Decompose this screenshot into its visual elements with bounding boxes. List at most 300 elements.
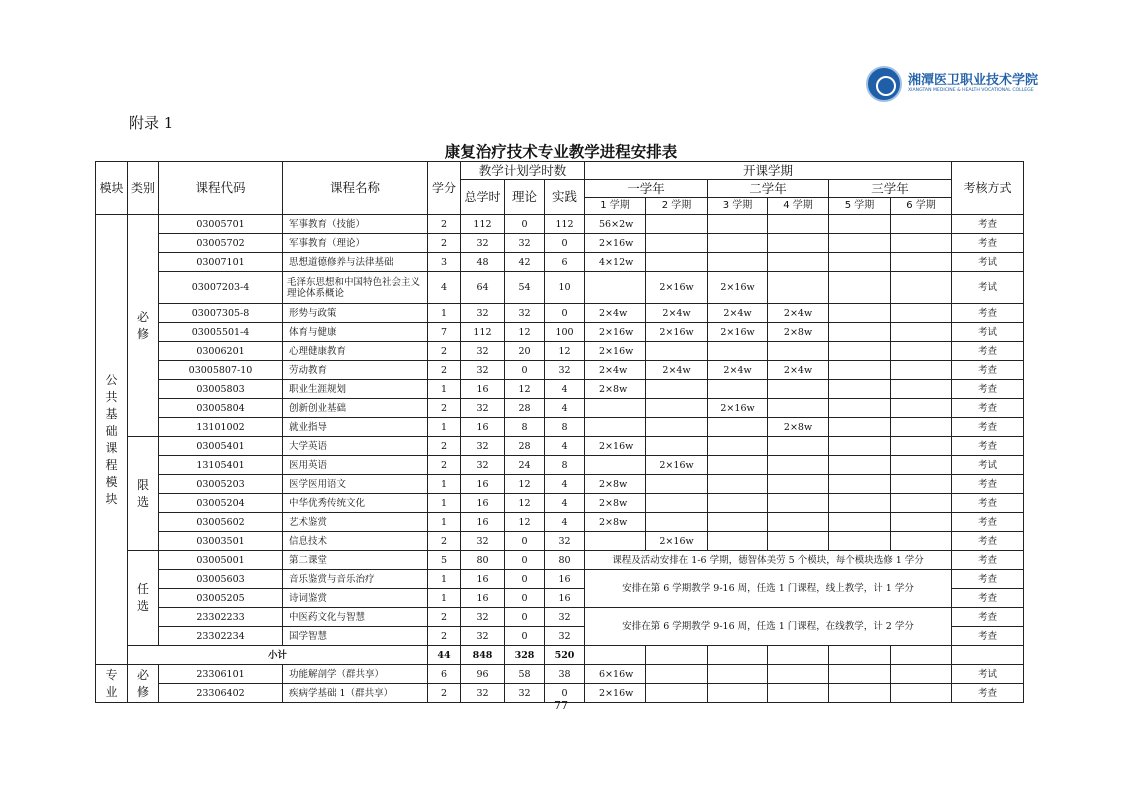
cell-sem2: 2×16w <box>646 456 708 475</box>
cell-assessment: 考查 <box>952 361 1024 380</box>
cell-sem4: 2×4w <box>768 304 829 323</box>
cell-code: 13105401 <box>159 456 283 475</box>
cell-total: 96 <box>461 665 505 684</box>
cell-credits: 1 <box>428 418 461 437</box>
cell-theory: 54 <box>505 272 545 304</box>
cell-credits: 1 <box>428 589 461 608</box>
cell-theory: 58 <box>505 665 545 684</box>
table-row <box>96 665 1024 684</box>
subtotal-label: 小计 <box>128 646 428 665</box>
cell-sem4 <box>768 437 829 456</box>
cell-practice: 4 <box>545 494 585 513</box>
table-row <box>96 380 1024 399</box>
cell-sem3 <box>708 456 768 475</box>
table-row <box>96 323 1024 342</box>
elective-note-online-1-credit: 安排在第 6 学期教学 9-16 周，任选 1 门课程，线上教学，计 1 学分 <box>585 570 952 608</box>
cell-total: 112 <box>461 323 505 342</box>
cell-credits: 6 <box>428 665 461 684</box>
cell-sem2: 2×16w <box>646 323 708 342</box>
cell-sem3 <box>708 418 768 437</box>
cell-name: 毛泽东思想和中国特色社会主义理论体系概论 <box>283 272 428 304</box>
cell-sem5 <box>829 494 891 513</box>
table-row <box>96 215 1024 234</box>
cell-assessment: 考查 <box>952 304 1024 323</box>
cell-sem6 <box>891 399 952 418</box>
cell-assessment: 考查 <box>952 627 1024 646</box>
cell-credits: 2 <box>428 215 461 234</box>
cell-sem4 <box>768 475 829 494</box>
cell-practice: 8 <box>545 418 585 437</box>
cell-sem1: 2×16w <box>585 684 646 703</box>
cell-total: 16 <box>461 494 505 513</box>
header-year-1: 一学年 <box>585 180 708 198</box>
header-semester-3: 3 学期 <box>708 198 768 215</box>
cell-theory: 12 <box>505 323 545 342</box>
cell-credits: 2 <box>428 399 461 418</box>
cell-sem1: 2×16w <box>585 342 646 361</box>
cell-name: 思想道德修养与法律基础 <box>283 253 428 272</box>
cell-name: 国学智慧 <box>283 627 428 646</box>
cell-theory: 32 <box>505 234 545 253</box>
cell-practice: 32 <box>545 627 585 646</box>
cell-assessment <box>952 646 1024 665</box>
cell-credits: 1 <box>428 494 461 513</box>
module-professional: 专业 <box>96 665 128 703</box>
college-emblem-icon <box>866 66 902 102</box>
cell-theory: 42 <box>505 253 545 272</box>
cell-assessment: 考查 <box>952 234 1024 253</box>
cell-sem4 <box>768 272 829 304</box>
cell-code: 03007203-4 <box>159 272 283 304</box>
cell-practice: 0 <box>545 234 585 253</box>
cell-sem6 <box>891 361 952 380</box>
cell-theory: 32 <box>505 304 545 323</box>
cell-sem3: 2×16w <box>708 272 768 304</box>
cell-theory: 0 <box>505 215 545 234</box>
cell-sem5 <box>829 475 891 494</box>
cell-practice: 8 <box>545 456 585 475</box>
cell-code: 03005501-4 <box>159 323 283 342</box>
cell-sem1: 2×8w <box>585 494 646 513</box>
cell-assessment: 考试 <box>952 253 1024 272</box>
cell-sem4 <box>768 253 829 272</box>
cell-credits: 2 <box>428 627 461 646</box>
cell-credits: 1 <box>428 570 461 589</box>
cell-theory: 0 <box>505 627 545 646</box>
cell-sem1: 2×16w <box>585 234 646 253</box>
cell-theory: 24 <box>505 456 545 475</box>
cell-total: 112 <box>461 215 505 234</box>
cell-assessment: 考查 <box>952 551 1024 570</box>
cell-code: 03006201 <box>159 342 283 361</box>
header-semesters: 开课学期 <box>585 162 952 180</box>
cell-code: 03005603 <box>159 570 283 589</box>
cell-sem4 <box>768 646 829 665</box>
cell-credits: 1 <box>428 304 461 323</box>
cell-sem5 <box>829 380 891 399</box>
cell-name: 中医药文化与智慧 <box>283 608 428 627</box>
cell-sem6 <box>891 342 952 361</box>
cell-total: 32 <box>461 437 505 456</box>
cell-theory: 32 <box>505 684 545 703</box>
cell-assessment: 考查 <box>952 513 1024 532</box>
table-row <box>96 342 1024 361</box>
cell-credits: 2 <box>428 608 461 627</box>
cell-practice: 10 <box>545 272 585 304</box>
header-planned-hours: 教学计划学时数 <box>461 162 585 180</box>
cell-sem1 <box>585 456 646 475</box>
cell-sem1: 2×4w <box>585 361 646 380</box>
cell-practice: 12 <box>545 342 585 361</box>
cell-practice: 32 <box>545 361 585 380</box>
cell-sem4 <box>768 234 829 253</box>
cell-sem6 <box>891 323 952 342</box>
cell-sem3 <box>708 437 768 456</box>
cell-sem2: 2×16w <box>646 272 708 304</box>
cell-name: 功能解剖学（群共享） <box>283 665 428 684</box>
cell-sem5 <box>829 215 891 234</box>
cell-code: 03005205 <box>159 589 283 608</box>
cell-name: 医用英语 <box>283 456 428 475</box>
cell-credits: 2 <box>428 532 461 551</box>
cell-total: 32 <box>461 627 505 646</box>
cell-code: 03005702 <box>159 234 283 253</box>
header-semester-2: 2 学期 <box>646 198 708 215</box>
cell-credits: 3 <box>428 253 461 272</box>
cell-sem2 <box>646 646 708 665</box>
cell-code: 03005204 <box>159 494 283 513</box>
table-row <box>96 418 1024 437</box>
cell-sem4 <box>768 494 829 513</box>
cell-assessment: 考查 <box>952 589 1024 608</box>
header-semester-1: 1 学期 <box>585 198 646 215</box>
college-name-en: XIANGTAN MEDICINE & HEALTH VOCATIONAL COLLEGE <box>908 88 1034 93</box>
header-assessment: 考核方式 <box>952 162 1024 215</box>
cell-theory: 12 <box>505 513 545 532</box>
cell-theory: 12 <box>505 475 545 494</box>
cell-sem1: 2×16w <box>585 323 646 342</box>
cell-sem4 <box>768 215 829 234</box>
cell-credits: 1 <box>428 475 461 494</box>
cell-sem1 <box>585 646 646 665</box>
cell-sem4 <box>768 342 829 361</box>
cell-assessment: 考试 <box>952 272 1024 304</box>
cell-name: 劳动教育 <box>283 361 428 380</box>
cell-sem1: 2×4w <box>585 304 646 323</box>
cell-sem6 <box>891 437 952 456</box>
cell-assessment: 考查 <box>952 532 1024 551</box>
header-module: 模块 <box>96 162 128 215</box>
cell-sem5 <box>829 646 891 665</box>
table-row <box>96 570 1024 589</box>
cell-theory: 0 <box>505 570 545 589</box>
cell-theory: 28 <box>505 437 545 456</box>
cell-name: 大学英语 <box>283 437 428 456</box>
table-row <box>96 253 1024 272</box>
subtotal-practice: 520 <box>545 646 585 665</box>
cell-sem6 <box>891 272 952 304</box>
subtotal-credits: 44 <box>428 646 461 665</box>
cell-sem6 <box>891 253 952 272</box>
cell-name: 医学医用语文 <box>283 475 428 494</box>
cell-code: 13101002 <box>159 418 283 437</box>
cell-sem4: 2×8w <box>768 323 829 342</box>
cell-sem1: 2×16w <box>585 437 646 456</box>
category-elective: 任选 <box>128 551 159 646</box>
cell-assessment: 考试 <box>952 323 1024 342</box>
cell-name: 第二课堂 <box>283 551 428 570</box>
cell-total: 48 <box>461 253 505 272</box>
cell-sem3: 2×4w <box>708 304 768 323</box>
cell-sem5 <box>829 437 891 456</box>
cell-practice: 4 <box>545 475 585 494</box>
cell-assessment: 考查 <box>952 475 1024 494</box>
cell-sem5 <box>829 323 891 342</box>
cell-total: 32 <box>461 342 505 361</box>
cell-name: 中华优秀传统文化 <box>283 494 428 513</box>
appendix-label: 附录 1 <box>129 114 174 132</box>
cell-name: 疾病学基础 1（群共享） <box>283 684 428 703</box>
cell-theory: 0 <box>505 589 545 608</box>
category-required: 必修 <box>128 215 159 437</box>
cell-sem6 <box>891 513 952 532</box>
cell-sem5 <box>829 361 891 380</box>
cell-sem6 <box>891 456 952 475</box>
cell-sem2 <box>646 418 708 437</box>
cell-sem1: 2×8w <box>585 475 646 494</box>
table-row <box>96 361 1024 380</box>
cell-total: 64 <box>461 272 505 304</box>
cell-sem3 <box>708 494 768 513</box>
cell-credits: 1 <box>428 380 461 399</box>
cell-total: 16 <box>461 589 505 608</box>
cell-assessment: 考查 <box>952 342 1024 361</box>
header-year-2: 二学年 <box>708 180 829 198</box>
cell-name: 军事教育（技能） <box>283 215 428 234</box>
cell-practice: 80 <box>545 551 585 570</box>
cell-sem2 <box>646 253 708 272</box>
cell-sem6 <box>891 494 952 513</box>
cell-practice: 32 <box>545 608 585 627</box>
cell-practice: 4 <box>545 380 585 399</box>
cell-sem3 <box>708 532 768 551</box>
table-row <box>96 437 1024 456</box>
cell-code: 03005807-10 <box>159 361 283 380</box>
cell-total: 80 <box>461 551 505 570</box>
cell-practice: 112 <box>545 215 585 234</box>
cell-credits: 5 <box>428 551 461 570</box>
cell-name: 创新创业基础 <box>283 399 428 418</box>
cell-sem6 <box>891 418 952 437</box>
cell-theory: 0 <box>505 608 545 627</box>
cell-practice: 16 <box>545 570 585 589</box>
cell-total: 16 <box>461 380 505 399</box>
cell-sem5 <box>829 418 891 437</box>
cell-sem6 <box>891 646 952 665</box>
cell-code: 03005401 <box>159 437 283 456</box>
cell-sem3 <box>708 475 768 494</box>
table-row <box>96 456 1024 475</box>
cell-sem2 <box>646 475 708 494</box>
cell-theory: 8 <box>505 418 545 437</box>
cell-sem3 <box>708 253 768 272</box>
cell-name: 职业生涯规划 <box>283 380 428 399</box>
cell-name: 艺术鉴赏 <box>283 513 428 532</box>
cell-sem2: 2×4w <box>646 361 708 380</box>
cell-sem4: 2×8w <box>768 418 829 437</box>
cell-total: 32 <box>461 234 505 253</box>
cell-total: 16 <box>461 418 505 437</box>
table-row <box>96 234 1024 253</box>
cell-theory: 12 <box>505 380 545 399</box>
cell-sem5 <box>829 342 891 361</box>
cell-credits: 4 <box>428 272 461 304</box>
cell-assessment: 考查 <box>952 494 1024 513</box>
cell-assessment: 考查 <box>952 380 1024 399</box>
cell-credits: 7 <box>428 323 461 342</box>
cell-sem2: 2×16w <box>646 532 708 551</box>
cell-name: 信息技术 <box>283 532 428 551</box>
cell-sem3: 2×4w <box>708 361 768 380</box>
table-row <box>96 608 1024 627</box>
table-row <box>96 551 1024 570</box>
cell-theory: 12 <box>505 494 545 513</box>
cell-name: 音乐鉴赏与音乐治疗 <box>283 570 428 589</box>
cell-total: 16 <box>461 475 505 494</box>
cell-sem3 <box>708 215 768 234</box>
cell-name: 军事教育（理论） <box>283 234 428 253</box>
cell-sem2 <box>646 437 708 456</box>
cell-code: 03005602 <box>159 513 283 532</box>
cell-name: 心理健康教育 <box>283 342 428 361</box>
cell-sem1: 2×8w <box>585 380 646 399</box>
cell-sem5 <box>829 456 891 475</box>
page-title: 康复治疗技术专业教学进程安排表 <box>444 143 678 161</box>
cell-code: 03007101 <box>159 253 283 272</box>
cell-sem1: 4×12w <box>585 253 646 272</box>
cell-credits: 1 <box>428 513 461 532</box>
cell-code: 23306101 <box>159 665 283 684</box>
cell-code: 23302233 <box>159 608 283 627</box>
cell-practice: 38 <box>545 665 585 684</box>
cell-sem1: 6×16w <box>585 665 646 684</box>
cell-sem3: 2×16w <box>708 399 768 418</box>
cell-sem2 <box>646 399 708 418</box>
header-practice: 实践 <box>545 180 585 215</box>
header-theory: 理论 <box>505 180 545 215</box>
category-prof-required: 必修 <box>128 665 159 703</box>
cell-assessment: 考查 <box>952 437 1024 456</box>
header-semester-4: 4 学期 <box>768 198 829 215</box>
cell-sem4 <box>768 513 829 532</box>
header-category: 类别 <box>128 162 159 215</box>
cell-total: 32 <box>461 399 505 418</box>
cell-assessment: 考查 <box>952 684 1024 703</box>
cell-credits: 2 <box>428 234 461 253</box>
header-course-name: 课程名称 <box>283 162 428 215</box>
cell-practice: 0 <box>545 304 585 323</box>
header-semester-6: 6 学期 <box>891 198 952 215</box>
table-row <box>96 304 1024 323</box>
cell-sem3 <box>708 342 768 361</box>
cell-sem1 <box>585 272 646 304</box>
cell-sem3 <box>708 513 768 532</box>
table-body <box>96 215 1024 703</box>
cell-credits: 2 <box>428 342 461 361</box>
cell-theory: 20 <box>505 342 545 361</box>
cell-sem5 <box>829 253 891 272</box>
cell-assessment: 考试 <box>952 665 1024 684</box>
subtotal-total: 848 <box>461 646 505 665</box>
cell-sem2 <box>646 380 708 399</box>
header-semester-5: 5 学期 <box>829 198 891 215</box>
table-row <box>96 399 1024 418</box>
cell-sem6 <box>891 532 952 551</box>
cell-sem1 <box>585 532 646 551</box>
cell-total: 32 <box>461 608 505 627</box>
cell-sem3 <box>708 234 768 253</box>
cell-practice: 16 <box>545 589 585 608</box>
cell-sem3 <box>708 665 768 684</box>
cell-total: 16 <box>461 513 505 532</box>
cell-code: 23306402 <box>159 684 283 703</box>
cell-sem2 <box>646 342 708 361</box>
cell-sem4 <box>768 532 829 551</box>
cell-sem5 <box>829 234 891 253</box>
cell-code: 03005701 <box>159 215 283 234</box>
cell-theory: 0 <box>505 532 545 551</box>
cell-sem6 <box>891 215 952 234</box>
cell-credits: 2 <box>428 361 461 380</box>
cell-name: 形势与政策 <box>283 304 428 323</box>
cell-total: 32 <box>461 361 505 380</box>
cell-practice: 32 <box>545 532 585 551</box>
module-public-basic: 公共基础课程模块 <box>96 215 128 665</box>
cell-assessment: 考查 <box>952 399 1024 418</box>
page-number: 77 <box>554 699 568 712</box>
elective-note-second-classroom: 课程及活动安排在 1-6 学期，德智体美劳 5 个模块，每个模块选修 1 学分 <box>585 551 952 570</box>
table-row <box>96 494 1024 513</box>
cell-total: 32 <box>461 456 505 475</box>
cell-sem6 <box>891 665 952 684</box>
table-row <box>96 475 1024 494</box>
cell-sem6 <box>891 234 952 253</box>
cell-sem1 <box>585 399 646 418</box>
cell-code: 03007305-8 <box>159 304 283 323</box>
cell-practice: 4 <box>545 437 585 456</box>
cell-name: 就业指导 <box>283 418 428 437</box>
cell-sem3 <box>708 646 768 665</box>
cell-sem5 <box>829 665 891 684</box>
cell-sem4 <box>768 456 829 475</box>
cell-sem1 <box>585 418 646 437</box>
cell-assessment: 考查 <box>952 215 1024 234</box>
cell-code: 03005804 <box>159 399 283 418</box>
cell-sem4 <box>768 380 829 399</box>
cell-sem5 <box>829 399 891 418</box>
cell-sem3: 2×16w <box>708 323 768 342</box>
cell-name: 诗词鉴赏 <box>283 589 428 608</box>
cell-assessment: 考查 <box>952 418 1024 437</box>
cell-practice: 0 <box>545 684 585 703</box>
cell-sem1: 56×2w <box>585 215 646 234</box>
subtotal-row <box>96 646 1024 665</box>
category-limited-elective: 限选 <box>128 437 159 551</box>
cell-practice: 4 <box>545 513 585 532</box>
cell-sem6 <box>891 475 952 494</box>
cell-credits: 2 <box>428 456 461 475</box>
cell-sem2: 2×4w <box>646 304 708 323</box>
